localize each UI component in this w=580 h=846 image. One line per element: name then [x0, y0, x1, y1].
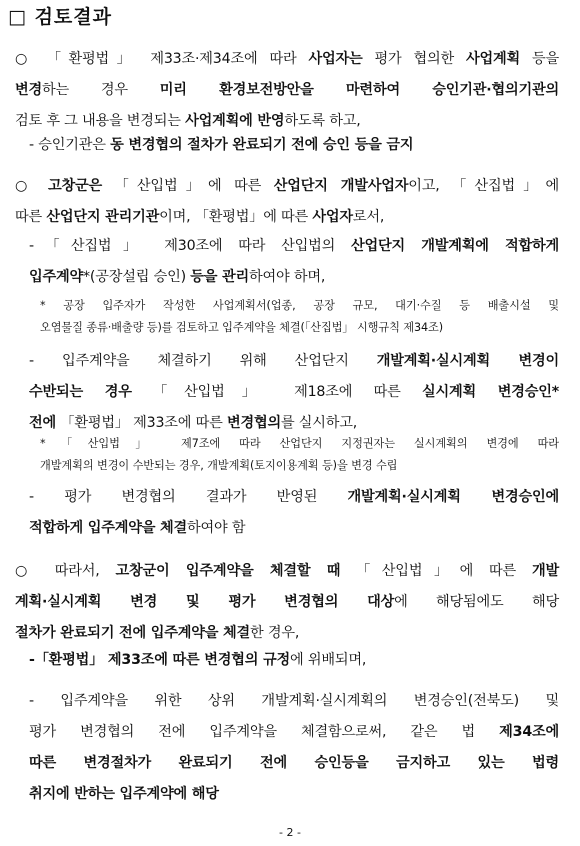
text-run: ○ 따라서, — [15, 563, 116, 579]
text-run: 산업단지 개발사업자 — [273, 178, 409, 194]
text-run: 하여야 하며, — [249, 269, 326, 285]
text-line — [15, 556, 559, 587]
text-run: ○ — [15, 178, 49, 194]
text-run: 이며, 「환평법」에 따른 — [159, 209, 313, 225]
text-run: 전에 — [29, 415, 57, 431]
text-line — [15, 75, 559, 106]
text-run: 평가 변경협의 전에 입주계약을 체결함으로써, 같은 법 — [29, 724, 500, 740]
text-line — [29, 779, 559, 810]
text-line — [15, 44, 559, 75]
text-line — [29, 231, 559, 262]
text-run: 계획·실시계획 변경 및 평가 변경협의 대상 — [15, 594, 395, 610]
text-line — [29, 377, 559, 408]
text-run: 절차가 완료되기 전에 입주계약을 체결 — [15, 625, 251, 641]
paragraph-7 — [29, 482, 559, 544]
paragraph-9 — [29, 645, 559, 676]
text-run: 에 위배되며, — [290, 652, 367, 668]
text-line — [40, 433, 559, 455]
footnote-4 — [40, 295, 559, 339]
text-run: 이고, 「산집법」에 — [408, 178, 559, 194]
text-line — [29, 346, 559, 377]
text-run: 를 실시하고, — [280, 415, 358, 431]
text-run: 개발 — [531, 563, 559, 579]
paragraph-2 — [15, 171, 559, 233]
section-heading: □ 검토결과 — [8, 6, 112, 28]
text-run: 고창군은 — [48, 178, 103, 194]
text-run: 동 변경협의 절차가 완료되기 전에 승인 등을 금지 — [110, 137, 414, 153]
text-run: 하여야 함 — [187, 520, 246, 536]
text-line — [29, 686, 559, 717]
text-run: -「산집법」 제30조에 따라 산입법의 — [29, 238, 351, 254]
text-run: 등을 — [520, 51, 559, 67]
text-line — [40, 295, 559, 317]
text-run: 「환평법」 제33조에 따른 — [56, 415, 227, 431]
text-run: 「산입법」 제18조에 따른 — [131, 384, 422, 400]
text-run: 변경협의 — [226, 415, 281, 431]
text-run: - 평가 변경협의 결과가 반영된 — [29, 489, 348, 505]
footnote-6 — [40, 433, 559, 477]
text-run: 실시계획 변경승인* — [421, 384, 559, 400]
text-run: - 승인기관은 — [29, 137, 111, 153]
text-line — [29, 717, 559, 748]
paragraph-0 — [15, 44, 559, 137]
text-line — [15, 202, 559, 233]
text-run: 입주계약 — [29, 269, 84, 285]
text-run: 개발계획·실시계획 변경이 — [376, 353, 559, 369]
text-line — [15, 171, 559, 202]
text-run: 제34조에 — [499, 724, 559, 740]
text-line — [40, 455, 559, 477]
paragraph-5 — [29, 346, 559, 439]
text-line — [15, 587, 559, 618]
text-run: 산업단지 관리기관 — [46, 209, 160, 225]
text-run: 사업자는 — [308, 51, 363, 67]
text-run: - 입주계약을 위한 상위 개발계획·실시계획의 변경승인(전북도) 및 — [29, 693, 559, 709]
text-run: 따른 변경절차가 완료되기 전에 승인등을 금지하고 있는 법령 — [29, 755, 559, 771]
text-run: ○ 「환평법」 제33조·제34조에 따라 — [15, 51, 309, 67]
text-run: 변경 — [15, 82, 43, 98]
text-run: 산업단지 개발계획에 적합하게 — [350, 238, 560, 254]
page-number: - 2 - — [279, 826, 301, 839]
paragraph-1 — [29, 130, 559, 161]
text-run: 「산입법」에 따른 — [102, 178, 274, 194]
text-run: 사업자 — [312, 209, 353, 225]
text-run: 고창군이 입주계약을 체결할 때 — [115, 563, 341, 579]
paragraph-10 — [29, 686, 559, 810]
text-run: 「산입법」에 따른 — [340, 563, 532, 579]
text-run: 평가 협의한 — [362, 51, 466, 67]
text-run: 적합하게 입주계약을 체결 — [29, 520, 188, 536]
text-line — [40, 317, 559, 339]
paragraph-8 — [15, 556, 559, 649]
text-run: 사업계획에 반영 — [185, 113, 285, 129]
text-run: 따른 — [15, 209, 47, 225]
text-run: * 공장 입주자가 작성한 사업계획서(업종, 공장 규모, 대기·수질 등 배출시설 및 — [40, 299, 559, 312]
text-run: *「산입법」 제7조에 따라 산업단지 지정권자는 실시계획의 변경에 따라 — [40, 437, 559, 450]
text-run: 수반되는 경우 — [29, 384, 132, 400]
text-run: 사업계획 — [465, 51, 520, 67]
text-run: 로서, — [352, 209, 385, 225]
text-run: 미리 환경보전방안을 마련하여 승인기관·협의기관의 — [159, 82, 559, 98]
paragraph-3 — [29, 231, 559, 293]
text-run: 한 경우, — [250, 625, 300, 641]
text-line — [29, 262, 559, 293]
text-run: 하는 경우 — [42, 82, 160, 98]
text-run: 취지에 반하는 입주계약에 해당 — [29, 786, 219, 802]
text-run: -「환평법」 제33조에 따른 변경협의 규정 — [29, 652, 291, 668]
text-run: 개발계획·실시계획 변경승인에 — [347, 489, 560, 505]
text-run: 에 해당됨에도 해당 — [394, 594, 559, 610]
text-run: 등을 관리 — [190, 269, 250, 285]
text-line — [29, 130, 559, 161]
text-run: 개발계획의 변경이 수반되는 경우, 개발계획(토지이용계획 등)을 변경 수립 — [40, 459, 398, 472]
text-run: - 입주계약을 체결하기 위해 산업단지 — [29, 353, 377, 369]
text-line — [29, 645, 559, 676]
text-line — [29, 748, 559, 779]
text-run: 검토 후 그 내용을 변경되는 — [15, 113, 186, 129]
text-run: *(공장설립 승인) — [83, 269, 191, 285]
text-run: 오염물질 종류·배출량 등)를 검토하고 입주계약을 체결(「산집법」 시행규칙 제34조) — [40, 321, 443, 334]
text-line — [29, 513, 559, 544]
text-line — [29, 482, 559, 513]
text-run: 하도록 하고, — [284, 113, 361, 129]
